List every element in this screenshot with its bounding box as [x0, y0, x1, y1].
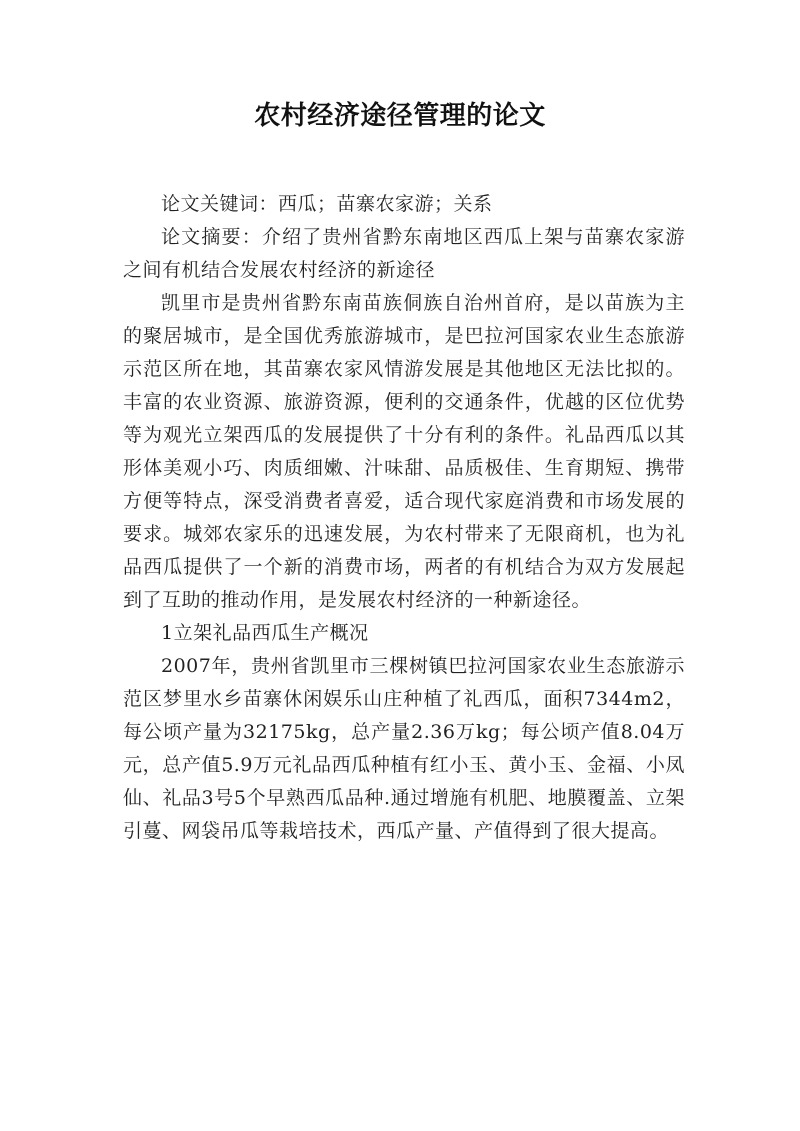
keywords-paragraph: 论文关键词：西瓜；苗寨农家游；关系	[161, 193, 493, 215]
document-body	[123, 188, 685, 848]
section-heading: 1立架礼品西瓜生产概况	[161, 622, 369, 644]
document-title: 农村经济途径管理的论文	[254, 101, 546, 131]
section-paragraph: 2007年，贵州省凯里市三棵树镇巴拉河国家农业生态旅游示范区梦里水乡苗寨休闲娱乐山庄种植了礼西瓜，面积7344m2，每公顷产量为32175kg，总产量2.36万kg；每公顷产值8.04万元，总产值5.9万元礼品西瓜种植有红小玉、黄小玉、金福、小凤仙、礼品3号5个早熟西瓜品种.通过增施有机肥、地膜覆盖、立架引蔓、网袋吊瓜等栽培技术，西瓜产量、产值得到了很大提高。	[123, 655, 685, 842]
intro-paragraph: 凯里市是贵州省黔东南苗族侗族自治州首府，是以苗族为主的聚居城市，是全国优秀旅游城市，是巴拉河国家农业生态旅游示范区所在地，其苗寨农家风情游发展是其他地区无法比拟的。丰富的农业资源、旅游资源，便利的交通条件，优越的区位优势等为观光立架西瓜的发展提供了十分有利的条件。礼品西瓜以其形体美观小巧、肉质细嫩、汁味甜、品质极佳、生育期短、携带方便等特点，深受消费者喜爱，适合现代家庭消费和市场发展的要求。城郊农家乐的迅速发展，为农村带来了无限商机，也为礼品西瓜提供了一个新的消费市场，两者的有机结合为双方发展起到了互助的推动作用，是发展农村经济的一种新途径。	[123, 292, 685, 611]
abstract-paragraph: 论文摘要：介绍了贵州省黔东南地区西瓜上架与苗寨农家游之间有机结合发展农村经济的新途径	[123, 226, 685, 281]
